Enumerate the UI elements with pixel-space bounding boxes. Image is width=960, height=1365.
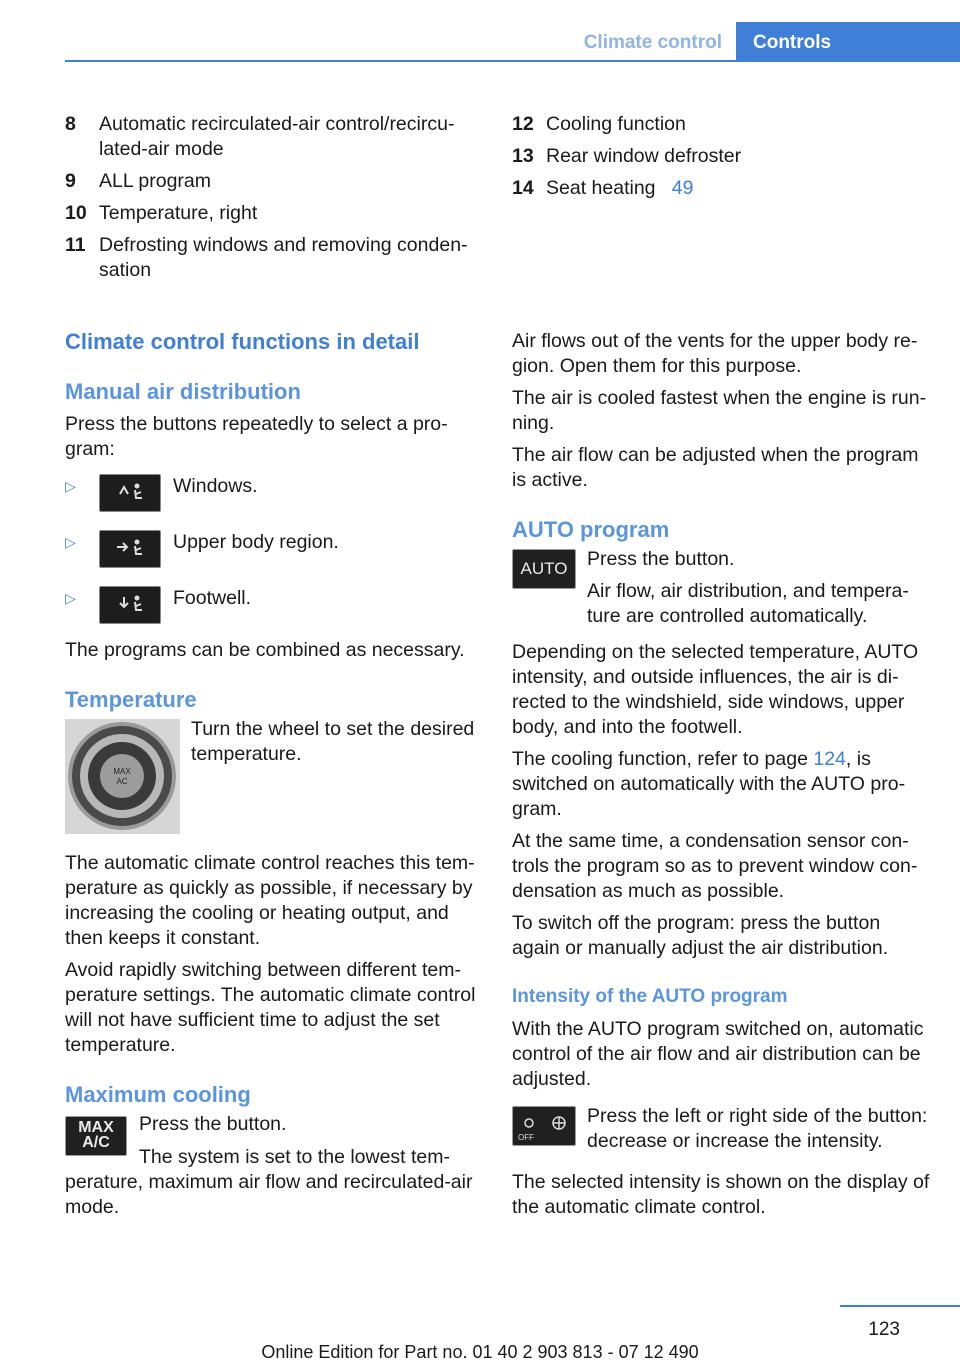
fan-intensity-icon [513,1107,575,1145]
auto-condensation-para: At the same time, a condensation sensor controls the program so as to prevent window condensation as much as possible. [512,830,918,902]
max-ac-label-2: A/C [82,1134,110,1151]
auto-cooling-ref-text-end: , is switched on automatically with the AUTO program. [512,748,906,820]
max-cooling-press: Press the button. [139,1113,287,1135]
footer-rule [840,1305,960,1307]
subheading-auto-program: AUTO program [512,517,670,542]
auto-depending-para: Depending on the selected temperature, AUTO intensity, and outside influences, the air is directed to the windshield, side windows, upper body, and into the footwell. [512,641,919,738]
legend-text: Rear window defroster [546,145,742,167]
max-cooling-desc: The system is set to the lowest temperature, maximum air flow and recirculated-air mode. [65,1146,473,1218]
intensity-off-label: OFF [518,1133,534,1142]
intensity-para-2: Press the left or right side of the button: decrease or increase the intensity. [587,1105,928,1152]
page-header [0,0,960,62]
legend-item [65,112,480,162]
legend-list-right [512,112,930,208]
auto-press: Press the button. [587,548,735,570]
intensity-para-1: With the AUTO program switched on, automatic control of the air flow and air distribution can be adjusted. [512,1018,924,1090]
knob-label-ac: AC [116,777,128,786]
auto-controlled-line: Air flow, air distribution, and temperature are controlled automatically. [587,580,909,627]
bullet-label: Footwell. [173,587,252,609]
bullet-triangle-icon: ▷ [65,534,76,550]
page-ref-link[interactable]: 124 [813,748,846,770]
legend-item [65,201,480,226]
subheading-temperature: Temperature [65,687,197,712]
legend-number: 12 [512,113,534,135]
legend-item [512,112,930,137]
temperature-knob-image [65,719,180,834]
bullet-upper-body [65,530,480,572]
bullet-footwell [65,586,480,628]
subheading-auto-intensity: Intensity of the AUTO program [512,986,788,1007]
temperature-knob-icon [65,719,180,834]
legend-number: 11 [65,234,86,256]
legend-item [65,169,480,194]
page-ref-link[interactable]: 49 [671,177,694,199]
header-tab-controls: Controls [736,22,960,62]
subheading-manual-air: Manual air distribution [65,379,301,404]
auto-button-image [512,549,576,589]
airflow-adjust-para: The air flow can be adjusted when the program is active. [512,444,919,491]
legend-number: 14 [512,177,534,199]
knob-label-max: MAX [113,767,131,776]
right-column [512,329,930,1220]
legend-text: Temperature, right [99,202,258,224]
online-edition-footer: Online Edition for Part no. 01 40 2 903 813 - 07 12 490 [261,1342,699,1362]
header-rule [65,60,960,62]
auto-cooling-ref-text: The cooling function, refer to page [512,748,814,770]
legend-text: ALL program [99,170,212,192]
legend-text: Defrosting windows and removing condensation [99,234,468,281]
air-upper-body-icon [115,538,145,560]
air-windows-icon [115,482,145,504]
legend-text: Automatic recirculated-air control/recirculated-air mode [99,113,455,160]
bullet-label: Windows. [173,475,258,497]
temperature-para-1: The automatic climate control reaches this temperature as quickly as possible, if necessary by increasing the cooling or heating output, and then keeps it constant. [65,852,475,949]
vents-para: Air flows out of the vents for the upper body region. Open them for this purpose. [512,330,918,377]
bullet-windows [65,474,480,516]
legend-item [512,144,930,169]
upper-body-button-image [99,530,161,568]
manual-intro: Press the buttons repeatedly to select a program: [65,413,448,460]
combined-text: The programs can be combined as necessary. [65,639,465,661]
header-section-title: Climate control [583,32,722,53]
bullet-triangle-icon: ▷ [65,590,76,606]
windows-button-image [99,474,161,512]
section-heading: Climate control functions in detail [65,329,420,354]
auto-block [512,547,930,627]
max-cooling-block [65,1112,480,1151]
legend-item [65,233,480,283]
legend-text: Cooling function [546,113,686,135]
legend-list-left [65,112,480,290]
intensity-block [512,1104,930,1156]
max-ac-label-1: MAX [78,1119,114,1136]
auto-switch-off-para: To switch off the program: press the button again or manually adjust the air distribution. [512,912,889,959]
left-column [65,329,480,1220]
legend-number: 8 [65,113,76,135]
auto-cooling-ref-para [512,747,930,822]
subheading-max-cooling: Maximum cooling [65,1082,251,1107]
temperature-intro: Turn the wheel to set the desired temperature. [191,718,475,765]
legend-number: 10 [65,202,87,224]
intensity-button-image [512,1106,576,1146]
legend-text: Seat heating [546,177,656,199]
footwell-button-image [99,586,161,624]
temperature-para-2: Avoid rapidly switching between different temperature settings. The automatic climate control will not have sufficient time to adjust the set temperature. [65,959,476,1056]
temperature-block [65,717,480,841]
auto-button-label: AUTO [520,559,568,578]
legend-item [512,176,930,201]
bullet-label: Upper body region. [173,531,339,553]
intensity-para-3: The selected intensity is shown on the display of the automatic climate control. [512,1171,930,1218]
legend-number: 9 [65,170,76,192]
air-footwell-icon [115,594,145,616]
legend-number: 13 [512,145,534,167]
cooling-fastest-para: The air is cooled fastest when the engine is running. [512,387,927,434]
bullet-triangle-icon: ▷ [65,478,76,494]
page-number: 123 [868,1319,900,1340]
max-ac-button-image [65,1116,127,1156]
